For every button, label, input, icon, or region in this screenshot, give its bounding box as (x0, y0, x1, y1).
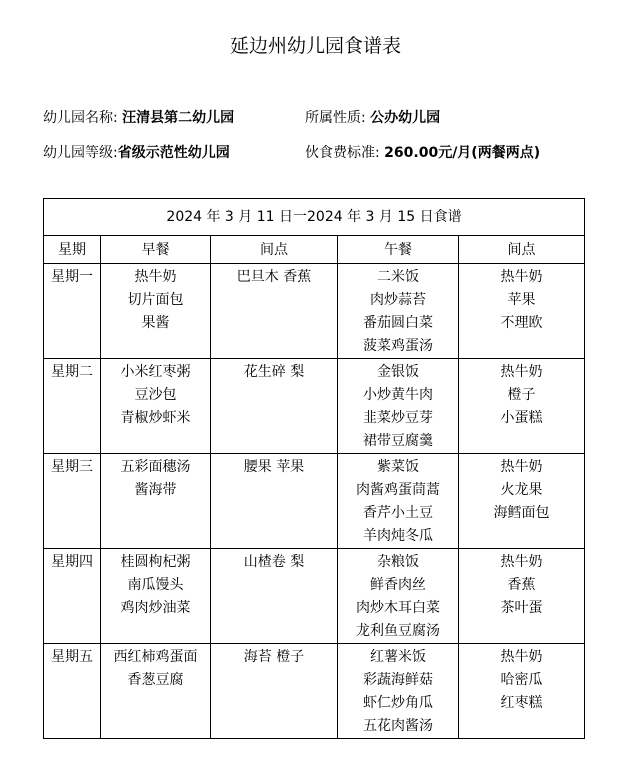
header-day: 星期 (44, 236, 101, 264)
menu-item: 五花肉酱汤 (363, 718, 433, 734)
menu-item: 热牛奶 (500, 554, 543, 570)
lunch-cell (338, 549, 459, 644)
kindergarten-name (43, 108, 234, 128)
table-row (44, 454, 585, 549)
menu-item: 杂粮饭 (377, 554, 419, 570)
menu-item: 酱海带 (134, 482, 177, 498)
kindergarten-name-value: 汪清县第二幼儿园 (122, 110, 235, 126)
table-row (44, 359, 585, 454)
lunch-cell (338, 644, 459, 739)
menu-item: 巴旦木 香蕉 (236, 269, 312, 285)
menu-item: 韭菜炒豆芽 (363, 410, 433, 426)
menu-item: 热牛奶 (500, 649, 543, 665)
menu-item: 鲜香肉丝 (370, 577, 426, 593)
menu-item: 小蛋糕 (500, 410, 543, 426)
menu-item: 橙子 (507, 387, 536, 403)
meal-fee (305, 143, 540, 163)
menu-item: 五彩面穗汤 (120, 459, 191, 475)
breakfast-cell (101, 264, 211, 359)
ownership-type-value: 公办幼儿园 (370, 110, 441, 126)
day-cell: 星期三 (44, 454, 101, 549)
day-cell: 星期一 (44, 264, 101, 359)
lunch-cell (338, 454, 459, 549)
morning-snack-cell (211, 644, 338, 739)
menu-item: 火龙果 (500, 482, 543, 498)
table-row (44, 549, 585, 644)
menu-item: 切片面包 (127, 292, 184, 308)
menu-item: 山楂卷 梨 (243, 554, 305, 570)
breakfast-cell (101, 454, 211, 549)
menu-item: 果酱 (141, 315, 170, 331)
kindergarten-level (43, 143, 230, 163)
kindergarten-name-label: 幼儿园名称: (43, 110, 118, 126)
menu-item: 肉炒蒜苔 (370, 292, 426, 308)
day-cell: 星期四 (44, 549, 101, 644)
morning-snack-cell (211, 359, 338, 454)
menu-item: 红薯米饭 (370, 649, 426, 665)
header-row (44, 236, 585, 264)
ownership-type (305, 108, 440, 128)
menu-item: 龙利鱼豆腐汤 (356, 623, 440, 639)
morning-snack-cell (211, 454, 338, 549)
afternoon-snack-cell (459, 264, 585, 359)
menu-item: 热牛奶 (500, 269, 543, 285)
menu-item: 小米红枣粥 (120, 364, 191, 380)
menu-item: 花生碎 梨 (243, 364, 305, 380)
menu-item: 西红柿鸡蛋面 (113, 649, 198, 665)
menu-item: 腰果 苹果 (243, 459, 305, 475)
ownership-type-label: 所属性质: (305, 110, 366, 126)
menu-item: 红枣糕 (500, 695, 543, 711)
menu-item: 鸡肉炒油菜 (120, 600, 191, 616)
menu-item: 彩蔬海鲜菇 (363, 672, 433, 688)
menu-item: 青椒炒虾米 (120, 410, 191, 426)
header-afternoon-snack: 间点 (459, 236, 585, 264)
menu-item: 不理欧 (500, 315, 543, 331)
menu-item: 香葱豆腐 (127, 672, 184, 688)
page-title: 延边州幼儿园食谱表 (229, 35, 401, 57)
menu-item: 番茄圆白菜 (363, 315, 433, 331)
morning-snack-cell (211, 549, 338, 644)
menu-item: 菠菜鸡蛋汤 (363, 338, 433, 354)
menu-item: 肉酱鸡蛋茼蒿 (356, 482, 440, 498)
breakfast-cell (101, 359, 211, 454)
breakfast-cell (101, 549, 211, 644)
kindergarten-level-value: 省级示范性幼儿园 (117, 145, 230, 161)
morning-snack-cell (211, 264, 338, 359)
period-row (44, 199, 585, 236)
meal-fee-value: 260.00元/月(两餐两点) (384, 145, 541, 161)
lunch-cell (338, 264, 459, 359)
table-row (44, 644, 585, 739)
menu-item: 二米饭 (377, 269, 419, 285)
menu-item: 热牛奶 (500, 364, 543, 380)
menu-item: 豆沙包 (134, 387, 177, 403)
header-lunch: 午餐 (338, 236, 459, 264)
day-cell: 星期二 (44, 359, 101, 454)
menu-period: 2024 年 3 月 11 日一2024 年 3 月 15 日食谱 (44, 199, 585, 236)
menu-table (43, 198, 585, 739)
menu-item: 海苔 橙子 (243, 649, 305, 665)
meal-fee-label: 伙食费标准: (305, 145, 380, 161)
menu-item: 虾仁炒角瓜 (363, 695, 433, 711)
menu-item: 海鳕面包 (493, 505, 550, 521)
table-row (44, 264, 585, 359)
header-breakfast: 早餐 (101, 236, 211, 264)
menu-item: 小炒黄牛肉 (363, 387, 433, 403)
menu-item: 热牛奶 (500, 459, 543, 475)
menu-item: 苹果 (507, 292, 536, 308)
breakfast-cell (101, 644, 211, 739)
kindergarten-level-label: 幼儿园等级: (43, 145, 118, 161)
afternoon-snack-cell (459, 644, 585, 739)
menu-item: 肉炒木耳白菜 (356, 600, 440, 616)
menu-item: 裙带豆腐羹 (363, 433, 433, 449)
menu-item: 桂圆枸杞粥 (120, 554, 191, 570)
menu-item: 热牛奶 (134, 269, 177, 285)
menu-item: 茶叶蛋 (500, 600, 543, 616)
afternoon-snack-cell (459, 549, 585, 644)
menu-item: 紫菜饭 (377, 459, 419, 475)
day-cell: 星期五 (44, 644, 101, 739)
menu-item: 金银饭 (377, 364, 419, 380)
menu-item: 羊肉炖冬瓜 (363, 528, 433, 544)
afternoon-snack-cell (459, 359, 585, 454)
menu-item: 南瓜馒头 (127, 577, 184, 593)
lunch-cell (338, 359, 459, 454)
menu-item: 哈密瓜 (500, 672, 543, 688)
afternoon-snack-cell (459, 454, 585, 549)
menu-item: 香芹小土豆 (363, 505, 433, 521)
header-morning-snack: 间点 (211, 236, 338, 264)
menu-item: 香蕉 (507, 577, 536, 593)
